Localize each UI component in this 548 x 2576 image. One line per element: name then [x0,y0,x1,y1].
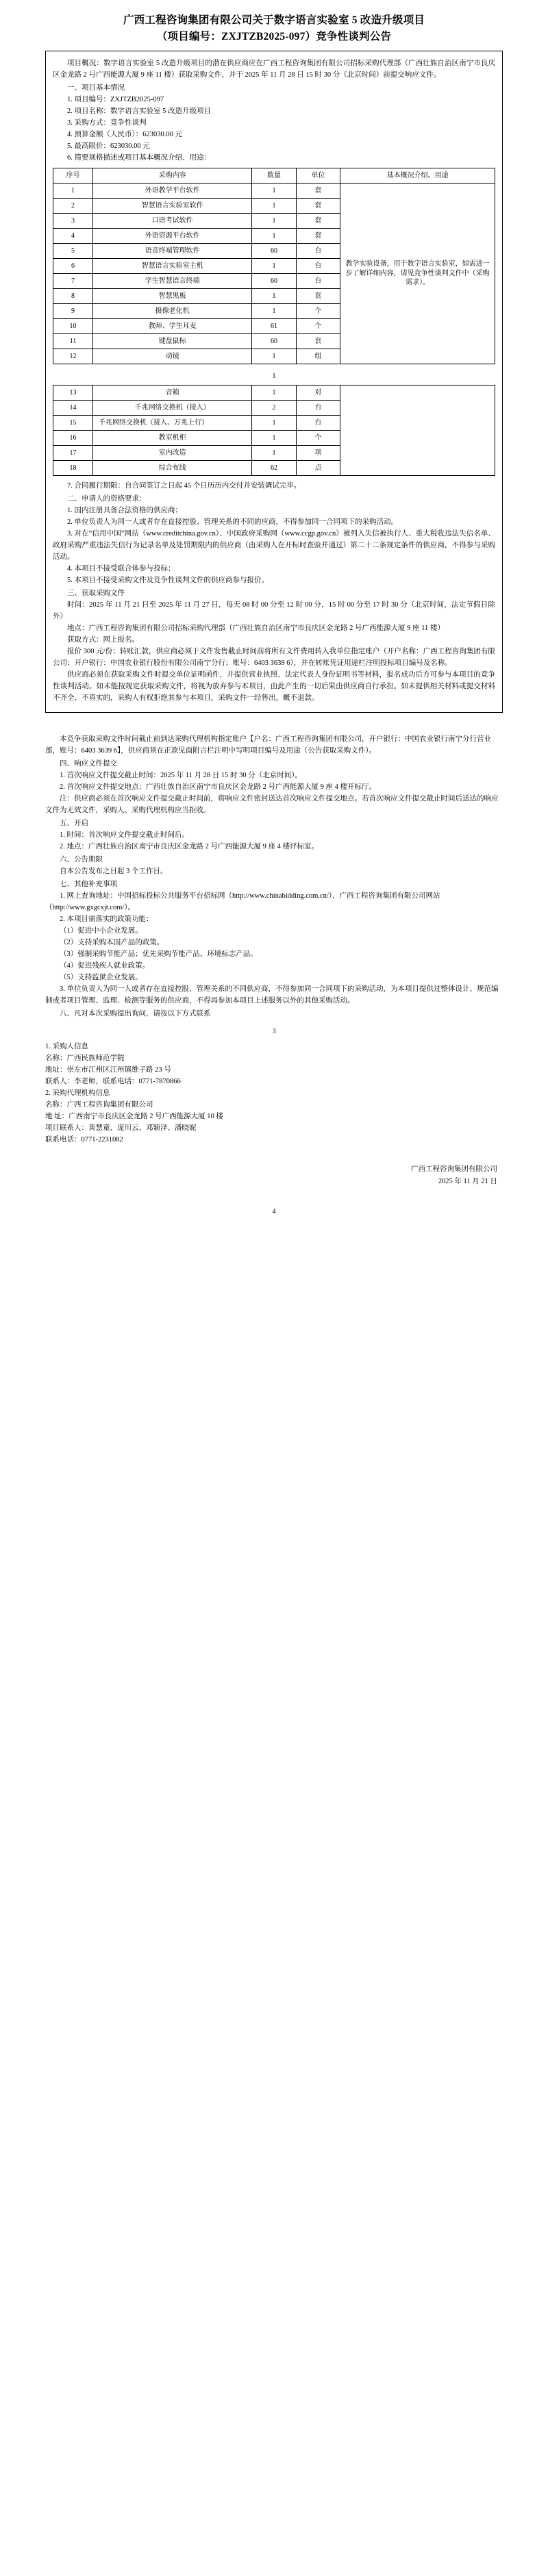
col-header-desc: 基本概况介绍、用途 [340,168,495,184]
section-1-item-5: 5. 最高限价：623030.00 元 [67,142,150,151]
section-1-item-4: 4. 预算金额（人民币）：623030.00 元 [67,131,182,139]
section-7-tail: 3. 单位负责人为同一人或者存在直接控股、管理关系的不同供应商，不得参加同一合同项下的采购活动，为本项目提供过整体设计、规范编制或者项目管理、监理、检测等服务的供应商，不得再参加本项目上述服务以外的其他采购活动。 [45,985,499,1005]
section-5-item-2: 2. 地点：广西壮族自治区南宁市良庆区金龙路 2 号广西能源大厦 9 座 4 楼评标室。 [60,843,319,851]
contact-block [45,1041,503,1146]
col-header-content: 采购内容 [93,168,252,184]
contact-line-2: 名称：广西民族师范学院 [45,1054,125,1062]
cell-no: 14 [53,401,93,416]
section-3-place: 地点：广西工程咨询集团有限公司招标采购代理部（广西壮族自治区南宁市良庆区金龙路 2 号广西能源大厦 9 座 11 楼） [67,624,445,633]
procurement-table-part-2 [53,385,495,476]
cell-no: 2 [53,199,93,214]
cell-content: 教师、学生耳麦 [93,319,252,334]
cell-unit: 个 [296,431,340,446]
page-title [37,12,511,45]
section-1-item-1: 1. 项目编号：ZXJTZB2025-097 [67,96,164,104]
cell-qty: 62 [252,461,297,476]
section-6-text: 自本公告发布之日起 3 个工作日。 [60,868,168,876]
cell-unit: 套 [296,199,340,214]
section-1-item-2: 2. 项目名称：数字语言实验室 5 改造升级项目 [67,108,211,116]
cell-unit: 台 [296,401,340,416]
cell-no: 10 [53,319,93,334]
cell-no: 13 [53,386,93,401]
section-3-paragraph-2: 供应商必须在获取采购文件时提交单位证明函件，并提供营业执照、法定代表人身份证明书等材料，报名成功后方可参与本项目的竞争性谈判活动。如未能按规定获取采购文件，将视为放弃参与本项目，由此产生的一切后果由供应商自行承担。如未提供相关材料或提交材料不齐全、不真实的，采购人有权拒绝其参与本项目，采购文件一经售出，概不退款。 [53,671,495,703]
cell-unit: 台 [296,244,340,259]
cell-content: 动镜 [93,349,252,364]
cell-unit: 台 [296,259,340,274]
section-2-item-4: 4. 本项目不接受联合体参与投标； [67,565,175,573]
cell-no: 18 [53,461,93,476]
section-3-heading: 三、获取采购文件 [67,590,125,598]
cell-merged-description: 教学实验设备，用于数字语言实验室，如需进一步了解详细内容，请见竞争性谈判文件中（采购需求）。 [340,184,495,364]
section-2-heading: 二、申请人的资格要求： [67,495,147,503]
cell-unit: 台 [296,274,340,289]
section-7-sub-item-5: （5）支持监狱企业发展。 [60,974,142,982]
contact-line-8: 项目联系人：黄慧童、庞川云、邓颖泽、潘晓妮 [45,1124,197,1132]
cell-content: 千兆网络交换机（接入、万兆上行） [93,416,252,431]
cell-no: 12 [53,349,93,364]
cell-content: 教室机柜 [93,431,252,446]
cell-qty: 60 [252,334,297,349]
section-4-item-2: 2. 首次响应文件提交地点：广西壮族自治区南宁市良庆区金龙路 2 号广西能源大厦 9 座 4 楼开标厅。 [60,783,376,792]
cell-unit: 个 [296,304,340,319]
section-5-item-1: 1. 时间：首次响应文件提交截止时间后。 [60,831,189,839]
cell-qty: 1 [252,184,297,199]
cell-no: 9 [53,304,93,319]
cell-content: 千兆网络交换机（接入） [93,401,252,416]
col-header-unit: 单位 [296,168,340,184]
cell-unit: 套 [296,229,340,244]
cell-unit: 套 [296,184,340,199]
intro-paragraph: 项目概况：数字语言实验室 5 改造升级项目的潜在供应商应在广西工程咨询集团有限公司招标采购代理部（广西壮族自治区南宁市良庆区金龙路 2 号广西能源大厦 9 座 11 楼）获取采购文件，并于 2025 年 11 月 28 日 15 时 30 分（北京时间）前提交响应文件。 [53,60,495,79]
section-7-sub-item-3: （3）强制采购节能产品；优先采购节能产品、环境标志产品。 [60,950,258,959]
col-header-no: 序号 [53,168,93,184]
section-4-note: 注：供应商必须在首次响应文件提交截止时间前，将响应文件密封送达首次响应文件提交地点。若首次响应文件提交截止时间后送达的响应文件为无效文件，采购人、采购代理机构应当拒收。 [45,795,499,815]
section-2-item-2: 2. 单位负责人为同一人或者存在直接控股、管理关系的不同的应商，不得参加同一合同项下的采购活动。 [67,518,398,527]
cell-unit: 套 [296,334,340,349]
page-number-1: 1 [272,372,276,381]
signature-date: 2025 年 11 月 21 日 [438,1178,497,1186]
page-number-4: 4 [272,1208,276,1216]
section-2-item-3: 3. 对在“信用中国”网站（www.creditchina.gov.cn）、中国政府采购网（www.ccgp.gov.cn）被列入失信被执行人、重大税收违法失信名单、政府采购严重违法失信行为记录名单及处罚期限内的供应商（由采购人在开标时查验并通过）第二十二条规定条件的供应商，不得参与采购活动。 [53,530,495,561]
cell-content: 外语资源平台软件 [93,229,252,244]
cell-unit: 个 [296,319,340,334]
signature-company: 广西工程咨询集团有限公司 [411,1165,497,1173]
cell-no: 5 [53,244,93,259]
contact-line-3: 地址：崇左市江州区江州镇维子路 23 号 [45,1065,171,1074]
title-line-2: （项目编号：ZXJTZB2025-097）竞争性谈判公告 [156,31,392,43]
cell-qty: 61 [252,319,297,334]
cell-content: 语音终端管理软件 [93,244,252,259]
cell-unit: 点 [296,461,340,476]
cell-empty-description [340,386,495,476]
cell-content: 综合布线 [93,461,252,476]
cell-qty: 1 [252,349,297,364]
section-3-paragraph-3: 本竞争获取采购文件时间截止前到达采购代理机构指定账户【户名：广西工程咨询集团有限公司，开户银行：中国农业银行南宁分行营业部，账号：6403 3639 6】，供应商须在正款见面附言栏注明中写明项目编号及用途（公告获取采购文件）。 [45,735,491,755]
cell-content: 口语考试软件 [93,214,252,229]
cell-no: 4 [53,229,93,244]
section-7-sub-item-4: （4）促进残疾人就业政策。 [60,962,150,970]
cell-no: 17 [53,446,93,461]
cell-content: 智慧语言实验室软件 [93,199,252,214]
cell-no: 1 [53,184,93,199]
section-5-heading: 五、开启 [60,820,88,828]
cell-no: 16 [53,431,93,446]
cell-unit: 对 [296,386,340,401]
section-8-heading: 八、凡对本次采购提出询问，请按以下方式联系 [60,1010,211,1018]
section-1-heading: 一、项目基本情况 [67,84,125,92]
cell-qty: 60 [252,244,297,259]
continued-content [45,733,503,1217]
table-row [53,184,495,199]
cell-unit: 项 [296,446,340,461]
cell-qty: 1 [252,289,297,304]
cell-content: 智慧语言实验室主机 [93,259,252,274]
cell-content: 学生智慧语言终端 [93,274,252,289]
contact-line-7: 地 址：广西南宁市良庆区金龙路 2 号广西能源大厦 10 楼 [45,1112,223,1120]
section-3-method: 获取方式：网上报名。 [67,636,139,644]
section-7-sub-heading: 2. 本项目需落实的政策功能： [60,916,153,924]
cell-qty: 1 [252,416,297,431]
cell-unit: 套 [296,214,340,229]
cell-no: 11 [53,334,93,349]
cell-qty: 1 [252,214,297,229]
cell-unit: 组 [296,349,340,364]
contact-line-6: 名称：广西工程咨询集团有限公司 [45,1100,153,1109]
cell-unit: 套 [296,289,340,304]
cell-qty: 60 [252,274,297,289]
section-4-heading: 四、响应文件提交 [60,760,117,768]
section-7-text: 1. 网上查询地址：中国招标投标公共服务平台招标网（http://www.chinabidding.com.cn/）、广西工程咨询集团有限公司网站（http://www.gxgcxjt.com/）。 [45,892,440,912]
section-7-heading: 七、其他补充事项 [60,881,117,889]
cell-content: 键盘鼠标 [93,334,252,349]
section-6-heading: 六、公告期限 [60,856,103,864]
section-2-item-5: 5. 本项目不接受采购文件及竞争性谈判文件的供应商参与报价。 [67,577,269,585]
section-2-item-1: 1. 国内注册具备合法资格的供应商； [67,507,182,515]
signature-block [45,1163,503,1189]
cell-content: 外语教学平台软件 [93,184,252,199]
cell-content: 摄像老化机 [93,304,252,319]
cell-content: 音箱 [93,386,252,401]
cell-no: 8 [53,289,93,304]
cell-qty: 1 [252,386,297,401]
contract-term: 7. 合同履行期限：自合同签订之日起 45 个日历历内交付并安装调试完毕。 [67,482,301,490]
cell-qty: 2 [252,401,297,416]
title-line-1: 广西工程咨询集团有限公司关于数字语言实验室 5 改造升级项目 [123,14,425,26]
section-4-item-1: 1. 首次响应文件提交截止时间：2025 年 11 月 28 日 15 时 30 分（北京时间）。 [60,772,302,780]
col-header-qty: 数量 [252,168,297,184]
section-7-sub-item-1: （1）促进中小企业发展。 [60,927,142,935]
cell-qty: 1 [252,259,297,274]
main-content [45,51,503,731]
cell-no: 7 [53,274,93,289]
framed-section-1 [45,51,503,713]
contact-line-4: 联系人：李老师，联系电话：0771-7870866 [45,1077,181,1085]
cell-no: 3 [53,214,93,229]
cell-qty: 1 [252,304,297,319]
cell-no: 15 [53,416,93,431]
cell-content: 室内改造 [93,446,252,461]
cell-qty: 1 [252,431,297,446]
cell-unit: 台 [296,416,340,431]
page-number-3: 3 [272,1028,276,1036]
table-row [53,386,495,401]
cell-content: 智慧黑板 [93,289,252,304]
section-7-sub-item-2: （2）支持采购本国产品的政策。 [60,939,164,947]
contact-line-5: 2. 采购代理机构信息 [45,1089,110,1097]
section-1-item-3: 3. 采购方式：竞争性谈判 [67,119,147,127]
table-header-row [53,168,495,184]
contact-line-9: 联系电话：0771-2231082 [45,1135,123,1144]
cell-qty: 1 [252,446,297,461]
cell-no: 6 [53,259,93,274]
cell-qty: 1 [252,199,297,214]
procurement-table-part-1 [53,168,495,364]
cell-qty: 1 [252,229,297,244]
section-3-time: 时间：2025 年 11 月 21 日至 2025 年 11 月 27 日，每天 08 时 00 分至 12 时 00 分，15 时 00 分至 17 时 30 分（北京时间，法定节假日除外） [53,601,495,621]
contact-line-1: 1. 采购人信息 [45,1042,88,1050]
section-3-paragraph-1: 报价 300 元/份；转账汇款，供应商必须于文件发售截止时间前将所有文件费用转入我单位指定账户（开户名称：广西工程咨询集团有限公司；开户银行：中国农业银行股份有限公司南宁分行；账号：6403 3639 6），并在转账凭证用途栏注明投标项目编号及名称。 [53,648,495,668]
section-1-item-6: 6. 简要规格描述或项目基本概况介绍、用途： [67,154,211,162]
